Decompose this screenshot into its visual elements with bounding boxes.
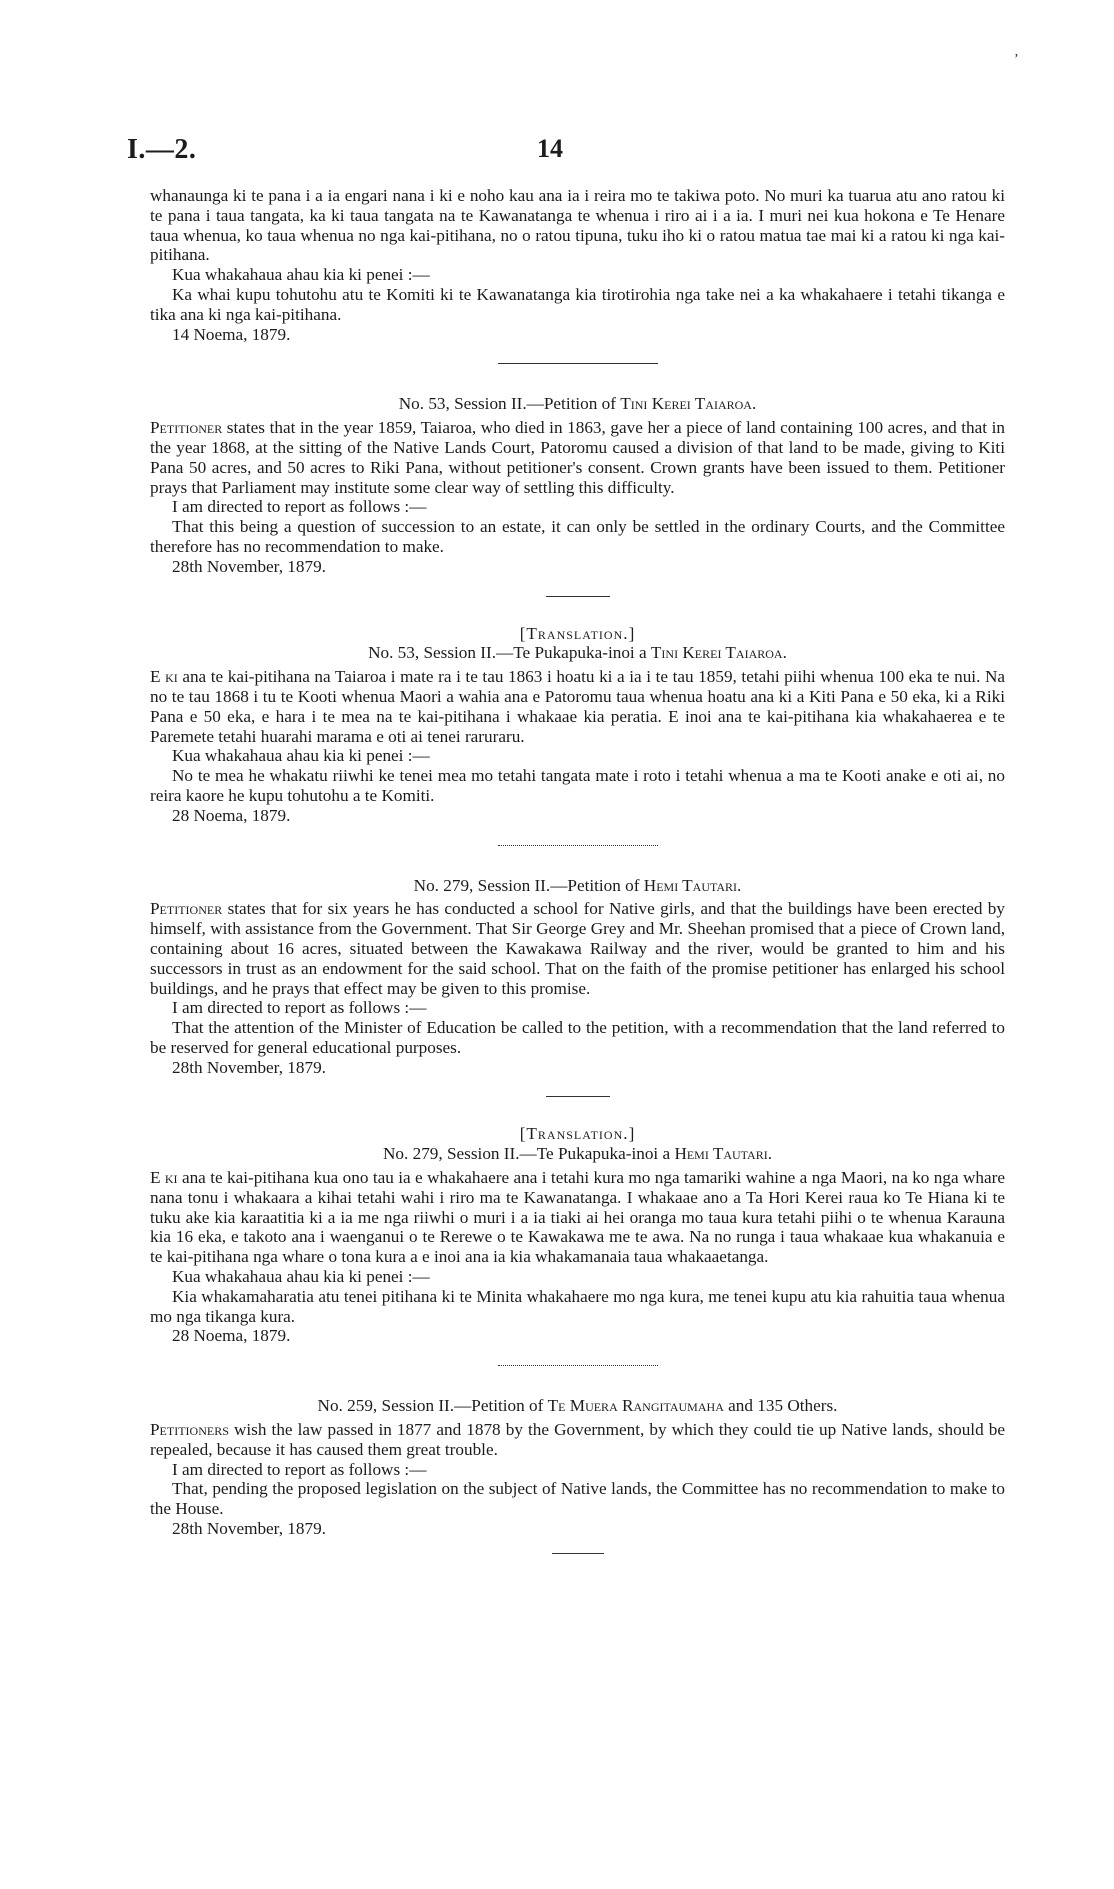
lead-word: E ki [150,667,178,687]
petition-259-directive: I am directed to report as follows :— [172,1459,427,1479]
petitioner-name: Te Muera Rangitaumaha [547,1396,724,1416]
petition-259-date: 28th November, 1879. [172,1519,326,1539]
petition-259-report: That, pending the proposed legislation on the subject of Native lands, the Committee has no recommendation to make to the House. [150,1479,1005,1519]
body-text: ana te kai-pitihana kua ono tau ia e whakahaere ana i tetahi kura mo nga tamariki wahine a nga Maori, na ko nga whare nana tonu i whakaara a kihai tetahi wahi i riro ma te Kawanatanga. I whakaae ano a Ta Hori Kerei raua ko Te Hiana ki te tuku ake kia karaatitia ki a ia me nga riiwhi o muri i a ia tiaki ai hei oranga mo taua kura tetahi piihi o te whenua Karauna kia 16 eka, e takoto ana i waenganui o te Rerewe o te Kawakawa me te awa. Na no runga i taua whakaae kua whakanuia e te kai-pitihana nga whare o tona kura a e inoi ana ia kia whakamanaia taua whakaaetanga. [150,1168,1005,1267]
petitioner-name: Hemi Tautari [643,875,738,895]
petition-279-directive: I am directed to report as follows :— [172,998,427,1018]
heading-prefix: No. 279, Session II.—Petition of [413,875,644,895]
petition-259-section [150,1396,1005,1539]
page-number: 14 [537,134,563,163]
lead-word: Petitioners [150,1420,229,1440]
body-text: states that in the year 1859, Taiaroa, who died in 1863, gave her a piece of land containing 100 acres, and that in the year 1868, at the sitting of the Native Lands Court, Patoromu caused a division of that land to be made, giving to Kiti Pana 50 acres, and 50 acres to Riki Pana, without petitioner's consent. Crown grants have been issued to them. Petitioner prays that Parliament may institute some clear way of settling this difficulty. [150,418,1005,497]
petitioner-name: Tini Kerei Taiaroa [620,394,752,414]
petitioner-name: Hemi Tautari [674,1144,768,1164]
translation-53-date: 28 Noema, 1879. [172,805,291,825]
petition-53-directive: I am directed to report as follows :— [172,497,427,517]
translation-279-body [150,1168,1005,1267]
corner-mark: ʼ [1014,52,1019,67]
translation-53-body [150,667,1005,746]
body-text: wish the law passed in 1877 and 1878 by the Government, by which they could tie up Native lands, should be repealed, because it has caused them great trouble. [150,1420,1005,1459]
translation-279-heading [150,1144,1005,1164]
petition-53-body [150,418,1005,497]
translation-53-report: No te mea he whakatu riiwhi ke tenei mea mo tetahi tangata mate i roto i tetahi whenua a ma te Kooti anake e oti ai, no reira kaore he kupu tohutohu a te Komiti. [150,766,1005,805]
continuation-report: Ka whai kupu tohutohu atu te Komiti ki te Kawanatanga kia tirotirohia nga take nei a ka whakahaere i tetahi tikanga e tika ana ki nga kai-pitihana. [150,284,1005,324]
heading-prefix: No. 53, Session II.—Te Pukapuka-inoi a [368,643,651,663]
continuation-date: 14 Noema, 1879. [172,324,291,344]
translation-279-directive: Kua whakahaua ahau kia ki penei :— [172,1267,430,1287]
body-text: ana te kai-pitihana na Taiaroa i mate ra i te tau 1863 i hoatu ki a ia i te tau 1859, tetahi piihi whenua 100 eka te nui. Na no te tau 1868 i tu te Kooti whenua Maori a wahia ana e Patoromu taua whenua hoatu ana ki a Kiti Pana e 50 eka, ki a Riki Pana e 50 eka, e hara i te mea na te kai-pitihana i whakaae kia peratia. E inoi ana te kai-pitihana kia whakahaerea e te Paremete tetahi huarahi marama e oti ai tenei raruraru. [150,667,1005,746]
page-content [150,186,1005,1554]
translation-53-directive: Kua whakahaua ahau kia ki penei :— [172,746,430,766]
translation-279-report: Kia whakamaharatia atu tenei pitihana ki te Minita whakahaere mo nga kura, me tenei kupu atu kia rahuitia taua whenua mo nga tikanga kura. [150,1286,1005,1326]
petition-279-report: That the attention of the Minister of Education be called to the petition, with a recommendation that the land referred to be reserved for general educational purposes. [150,1018,1005,1057]
petition-259-body [150,1420,1005,1460]
petition-53-report: That this being a question of succession to an estate, it can only be settled in the ordinary Courts, and the Committee therefore has no recommendation to make. [150,517,1005,556]
petitioner-name: Tini Kerei Taiaroa [650,643,783,663]
section-divider [498,1365,658,1366]
translation-53-heading [150,643,1005,663]
petition-53-heading [150,394,1005,414]
continuation-paragraph: whanaunga ki te pana i a ia engari nana i ki e noho kau ana ia i reira mo te takiwa poto. No muri ka tuarua atu ano ratou ki te pana i taua tangata, ka ki taua tangata na te Kawanatanga te whenua i riro ai i a ia. I muri nei kua hokona e Te Henare taua whenua, ko taua whenua no nga kai-pitihana, no o ratou tipuna, tuku iho ki o ratou matua tae mai ki a ratou ki nga kai-pitihana. [150,186,1005,265]
petition-279-body [150,899,1005,998]
petition-279-section [150,876,1005,1078]
heading-prefix: No. 259, Session II.—Petition of [317,1396,548,1416]
lead-word: Petitioner [150,418,223,438]
petition-279-date: 28th November, 1879. [172,1057,326,1077]
section-divider [498,363,658,364]
end-rule [552,1553,604,1554]
heading-suffix: . [737,875,742,895]
heading-prefix: No. 53, Session II.—Petition of [398,394,621,414]
parliamentary-reference: I.—2. [127,134,197,165]
continuation-directive: Kua whakahaua ahau kia ki penei :— [172,265,430,285]
heading-suffix: . [751,394,757,414]
continuation-section [150,186,1005,344]
translation-divider [546,596,610,597]
lead-word: Petitioner [150,899,223,919]
translation-279-section [150,1124,1005,1346]
section-divider [498,845,658,846]
translation-label: [Translation.] [519,623,636,643]
petition-279-heading [150,876,1005,896]
heading-suffix: . [782,643,787,663]
heading-prefix: No. 279, Session II.—Te Pukapuka-inoi a [383,1144,675,1164]
lead-word: E ki [150,1168,178,1188]
petition-53-section [150,394,1005,576]
heading-suffix: . [767,1144,772,1164]
petition-259-heading [150,1396,1005,1416]
translation-label: [Translation.] [519,1124,636,1144]
translation-divider [546,1096,610,1097]
petition-53-date: 28th November, 1879. [172,556,326,576]
heading-suffix: and 135 Others. [723,1396,838,1416]
translation-279-date: 28 Noema, 1879. [172,1326,291,1346]
body-text: states that for six years he has conducted a school for Native girls, and that the buildings have been erected by himself, with assistance from the Government. That Sir George Grey and Mr. Sheehan promised that a piece of Crown land, containing about 16 acres, situated between the Kawakawa Railway and the river, would be granted to him and his successors in trust as an endowment for the said school. That on the faith of the promise petitioner has enlarged his school buildings, and he prays that effect may be given to this promise. [150,899,1005,998]
translation-53-section [150,624,1005,826]
